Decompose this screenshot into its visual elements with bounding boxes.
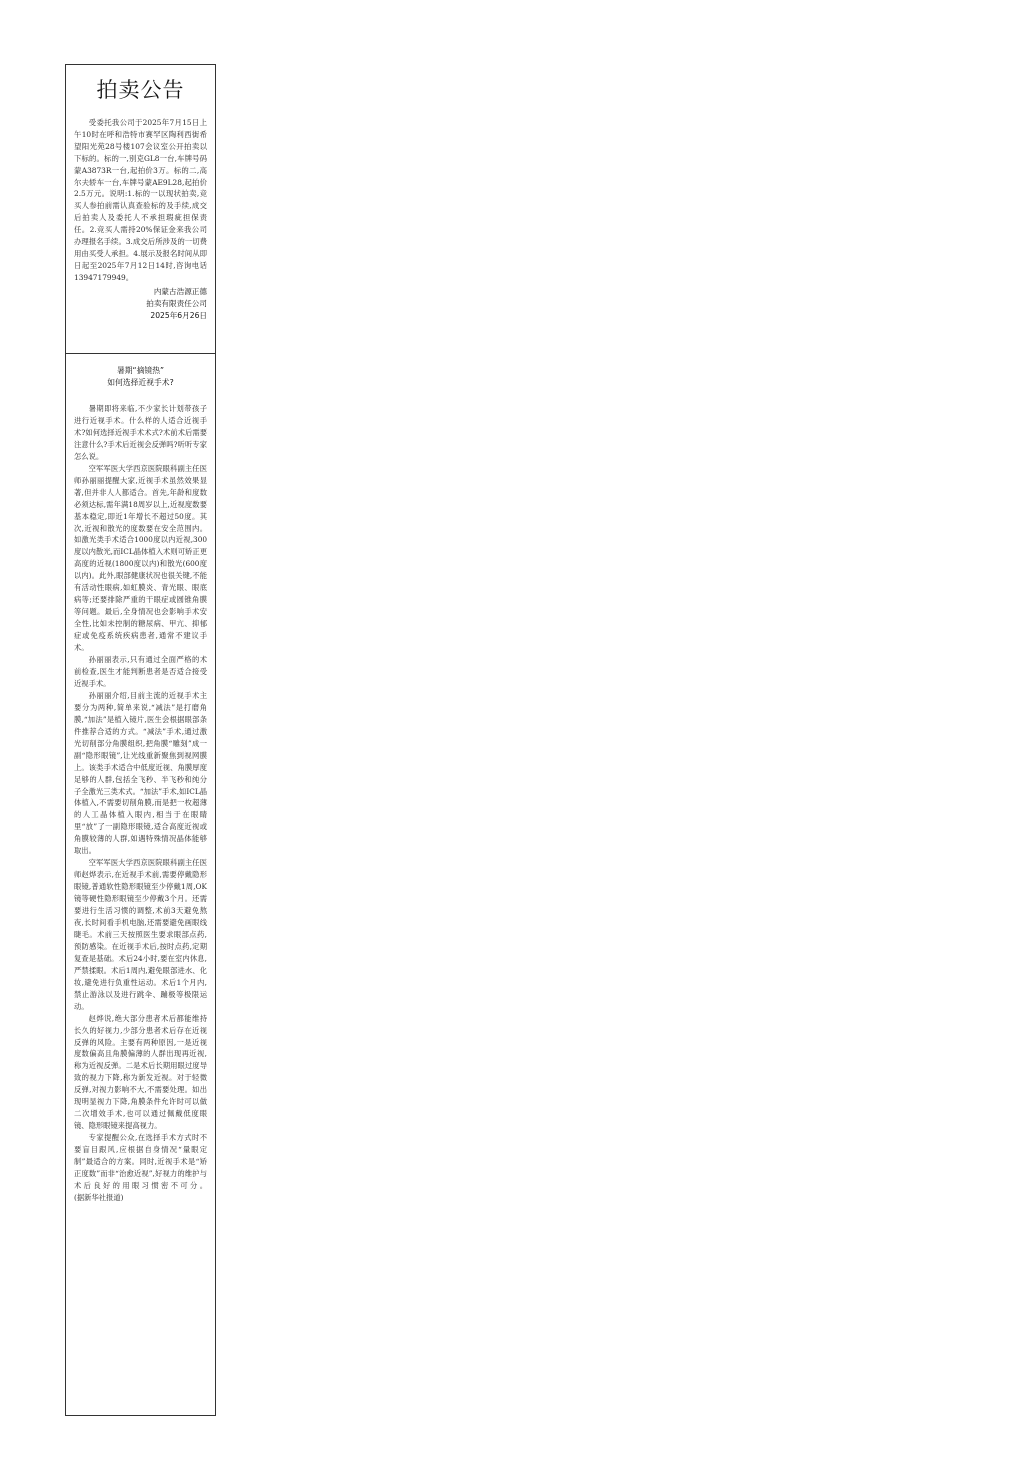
signature-date: 2025年6月26日 [150, 310, 207, 320]
section-divider [66, 353, 215, 354]
article-paragraph: 空军军医大学西京医院眼科副主任医师赵烨表示,在近视手术前,需要停戴隐形眼镜,普通软性隐形眼镜至少停戴1周,OK镜等硬性隐形眼镜至少停戴3个月。还需要进行生活习惯的调整,术前3天避免熬夜,长时间看手机电脑,还需要避免画眼线睫毛。术前三天按照医生要求眼部点药,预防感染。在近视手术后,按时点药,定期复查是基础。术后24小时,要在室内休息,严禁揉眼。术后1周内,避免眼部进水、化妆,避免进行负重性运动。术后1个月内,禁止游泳以及进行跳伞、蹦极等极限运动。 [74, 858, 207, 1011]
article-source: (据新华社报道) [74, 1192, 124, 1202]
article-paragraph-text: 专家提醒公众,在选择手术方式时不要盲目跟风,应根据自身情况“量眼定制”最适合的方案。同时,近视手术是“矫正度数”而非“治愈近视”,好视力的维护与术后良好的用眼习惯密不可分。 [74, 1133, 207, 1190]
article-paragraph: 暑期即将来临,不少家长计划带孩子进行近视手术。什么样的人适合近视手术?如何选择近视手术术式?术前术后需要注意什么?手术后近视会反弹吗?听听专家怎么说。 [74, 404, 207, 461]
article-title-line-1: 暑期“摘镜热” [116, 366, 165, 375]
auction-notice [66, 65, 215, 322]
article-title [74, 365, 207, 389]
article-title-line-2: 如何选择近视手术? [107, 378, 174, 387]
article-paragraph: 孙丽丽表示,只有通过全面严格的术前检查,医生才能判断患者是否适合接受近视手术。 [74, 655, 207, 688]
article [74, 365, 207, 1204]
notice-signature [74, 286, 207, 322]
newspaper-column [65, 64, 216, 1416]
article-paragraph: 空军军医大学西京医院眼科副主任医师孙丽丽提醒大家,近视手术虽然效果显著,但并非人人都适合。首先,年龄和度数必须达标,需年满18周岁以上,近视度数要基本稳定,即近1年增长不超过50度。其次,近视和散光的度数要在安全范围内。如激光类手术适合1000度以内近视,300度以内散光,而ICL晶体植入术则可矫正更高度的近视(1800度以内)和散光(600度以内)。此外,眼部健康状况也很关键,不能有活动性眼病,如虹膜炎、青光眼、眼底病等;还要排除严重的干眼症或圆锥角膜等问题。最后,全身情况也会影响手术安全性,比如未控制的糖尿病、甲亢、抑郁症或免疫系统疾病患者,通常不建议手术。 [74, 463, 207, 653]
notice-title: 拍卖公告 [96, 78, 185, 102]
notice-body: 受委托我公司于2025年7月15日上午10时在呼和浩特市赛罕区陶利西街希望阳光苑28号楼107会议室公开拍卖以下标的。标的一,别克GL8一台,车牌号码蒙A3873R一台,起拍价3万。标的二,高尔夫轿车一台,车牌号蒙AE9L28,起拍价2.5万元。说明:1.标的一以现状拍卖,竞买人参拍前需认真查验标的及手续,成交后拍卖人及委托人不承担瑕疵担保责任。2.竞买人需持20%保证金来我公司办理报名手续。3.成交后所涉及的一切费用由买受人承担。4.展示及报名时间从即日起至2025年7月12日14时,咨询电话13947179949。 [74, 118, 207, 282]
article-paragraph: 赵烨说,绝大部分患者术后都能维持长久的好视力,少部分患者术后存在近视反弹的风险。主要有两种原因,一是近视度数偏高且角膜偏薄的人群出现再近视,称为近视反弹。二是术后长期用眼过度导致的视力下降,称为新发近视。对于轻微反弹,对视力影响不大,不需要处理。如出现明显视力下降,角膜条件允许时可以做二次增效手术,也可以通过佩戴低度眼镜、隐形眼镜来提高视力。 [74, 1013, 207, 1131]
article-paragraph-last [74, 1132, 207, 1204]
article-paragraph: 孙丽丽介绍,目前主流的近视手术主要分为两种,简单来说,“减法”是打磨角膜,“加法”是植入镜片,医生会根据眼部条件推荐合适的方式。“减法”手术,通过激光切削部分角膜组织,把角膜“雕刻”成一副“隐形眼镜”,让光线重新聚焦到视网膜上。该类手术适合中低度近视、角膜厚度足够的人群,包括全飞秒、半飞秒和纯分子全激光三类术式。“加法”手术,如ICL晶体植入,不需要切削角膜,而是把一枚超薄的人工晶体植入眼内,相当于在眼睛里“放”了一副隐形眼镜,适合高度近视或角膜较薄的人群,如遇特殊情况晶体能够取出。 [74, 690, 207, 856]
signature-company-line-1: 内蒙古浩源正德 [153, 286, 207, 296]
signature-company-line-2: 拍卖有限责任公司 [146, 298, 207, 308]
